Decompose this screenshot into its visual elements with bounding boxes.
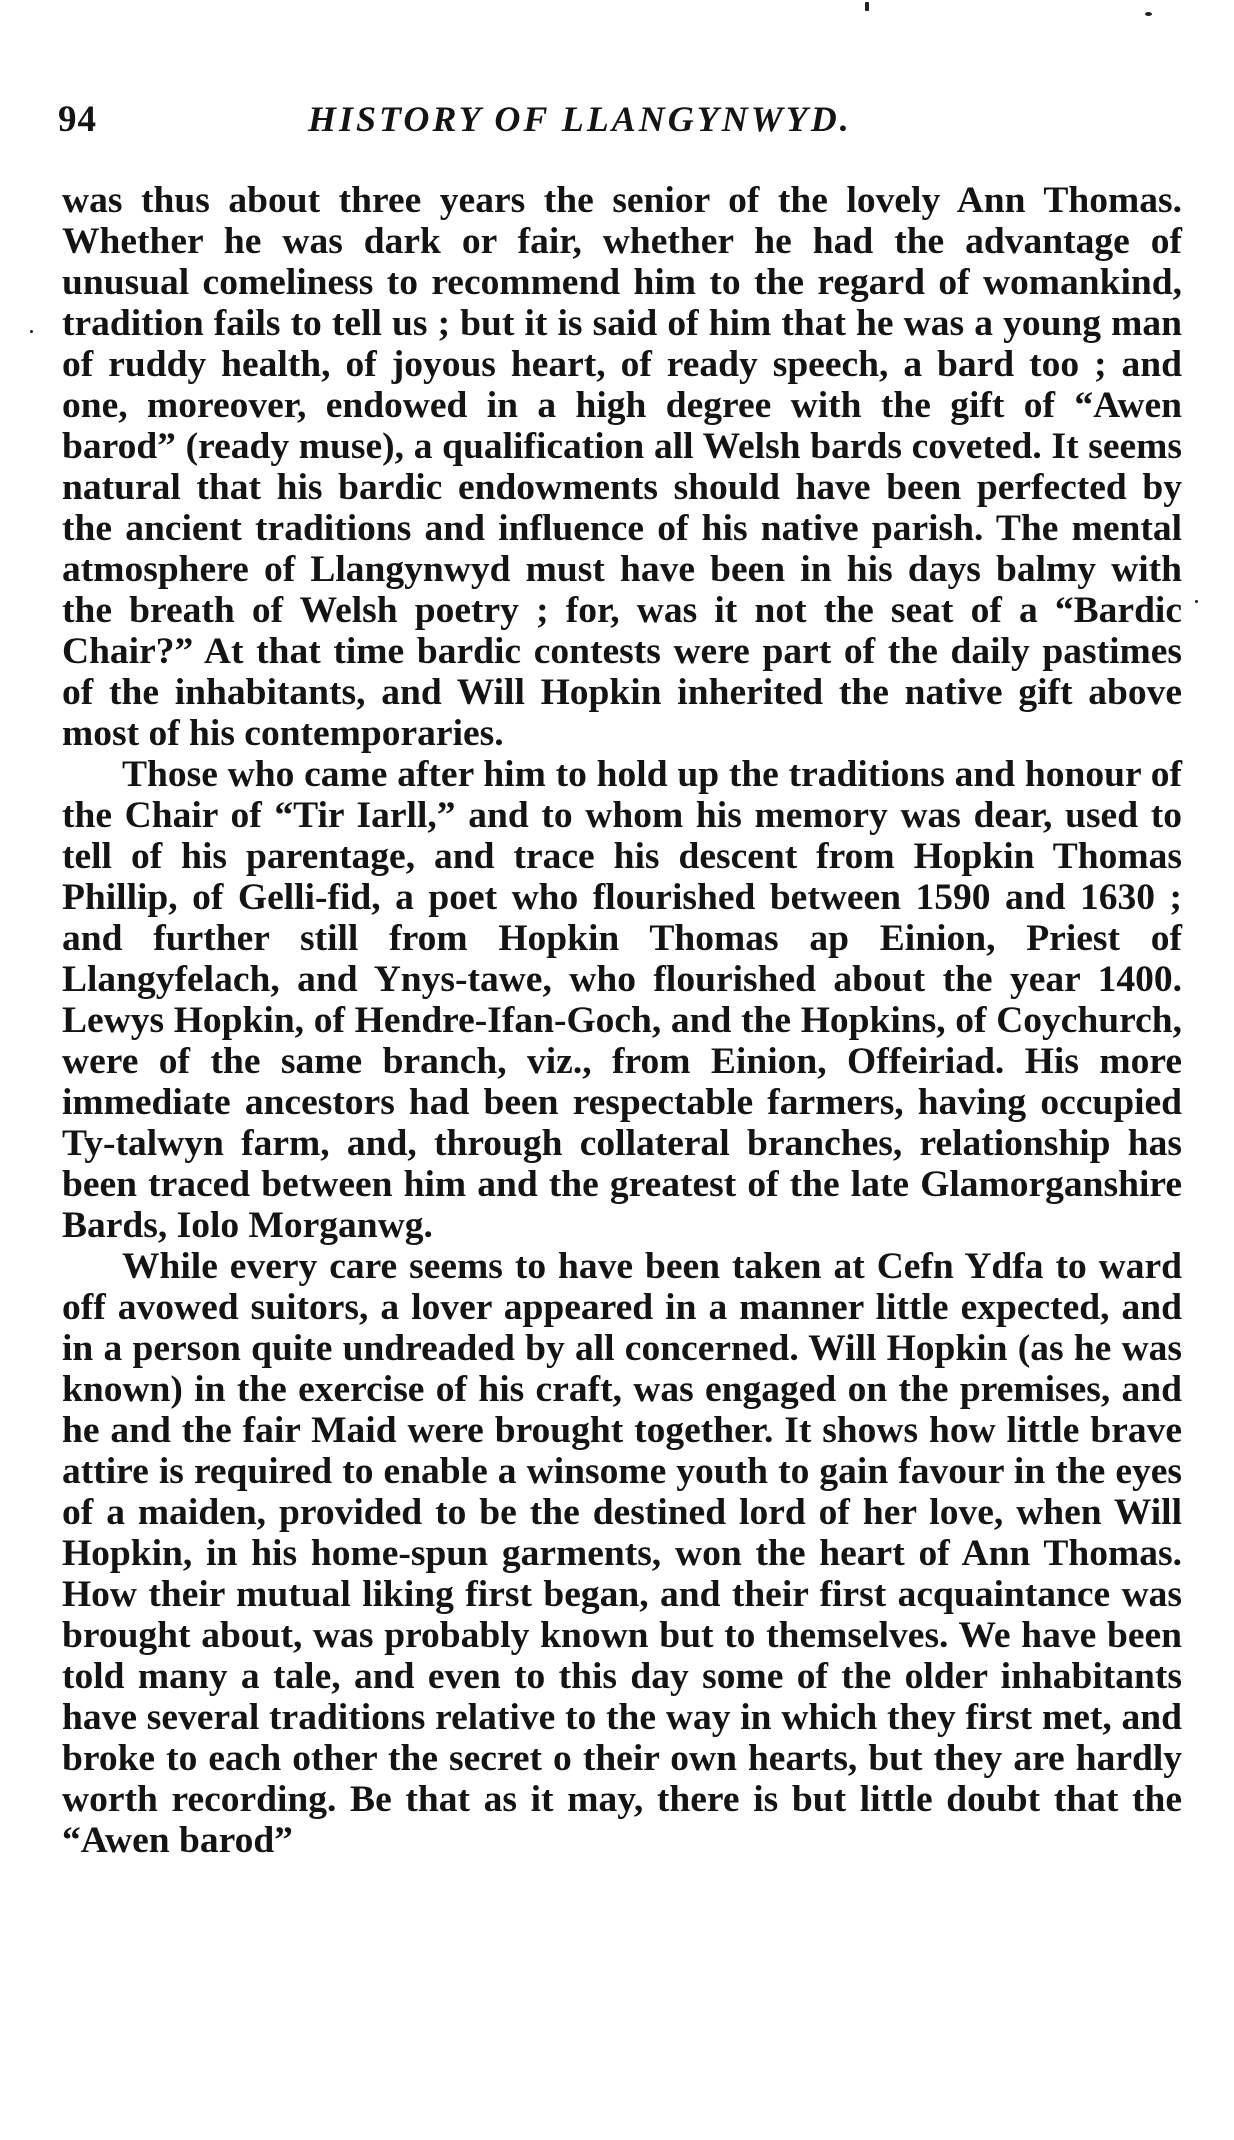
scan-speck bbox=[1195, 600, 1198, 603]
scan-speck bbox=[865, 2, 869, 11]
paragraph-2: Those who came after him to hold up the traditions and honour of the Chair of “Tir Iarll,” and to whom his memory was dear, used to tell of his parentage, and trace his descent from Hopkin Thomas Phillip, of Gelli-fid, a poet who flourished between 1590 and 1630 ; and further still from Hopkin Thomas ap Einion, Priest of Llangyfelach, and Ynys-tawe, who flourished about the year 1400. Lewys Hopkin, of Hendre-Ifan-Goch, and the Hopkins, of Coychurch, were of the same branch, viz., from Einion, Offeiriad. His more immediate ancestors had been respectable farmers, having occupied Ty-talwyn farm, and, through collateral branches, relationship has been traced between him and the greatest of the late Glamorganshire Bards, Iolo Morganwg. bbox=[62, 754, 1182, 1246]
body-text bbox=[62, 180, 1182, 1861]
paragraph-3: While every care seems to have been taken at Cefn Ydfa to ward off avowed suitors, a lover appeared in a manner little expected, and in a person quite undreaded by all concerned. Will Hopkin (as he was known) in the exercise of his craft, was engaged on the premises, and he and the fair Maid were brought together. It shows how little brave attire is required to enable a winsome youth to gain favour in the eyes of a maiden, provided to be the destined lord of her love, when Will Hopkin, in his home-spun garments, won the heart of Ann Thomas. How their mutual liking first began, and their first acquaintance was brought about, was probably known but to themselves. We have been told many a tale, and even to this day some of the older inhabitants have several traditions relative to the way in which they first met, and broke to each other the secret o their own hearts, but they are hardly worth recording. Be that as it may, there is but little doubt that the “Awen barod” bbox=[62, 1246, 1182, 1861]
page-header bbox=[58, 98, 1188, 158]
scan-speck bbox=[1145, 12, 1152, 16]
scan-speck bbox=[30, 330, 33, 333]
page-number: 94 bbox=[58, 99, 97, 140]
paragraph-1: was thus about three years the senior of the lovely Ann Thomas. Whether he was dark or fair, whether he had the advantage of unusual comeliness to recommend him to the regard of womankind, tradition fails to tell us ; but it is said of him that he was a young man of ruddy health, of joyous heart, of ready speech, a bard too ; and one, moreover, endowed in a high degree with the gift of “Awen barod” (ready muse), a qualification all Welsh bards coveted. It seems natural that his bardic endowments should have been perfected by the ancient traditions and influence of his native parish. The mental atmosphere of Llangynwyd must have been in his days balmy with the breath of Welsh poetry ; for, was it not the seat of a “Bardic Chair?” At that time bardic contests were part of the daily pastimes of the inhabitants, and Will Hopkin inherited the native gift above most of his contemporaries. bbox=[62, 180, 1182, 754]
running-title: HISTORY OF LLANGYNWYD. bbox=[308, 99, 852, 139]
